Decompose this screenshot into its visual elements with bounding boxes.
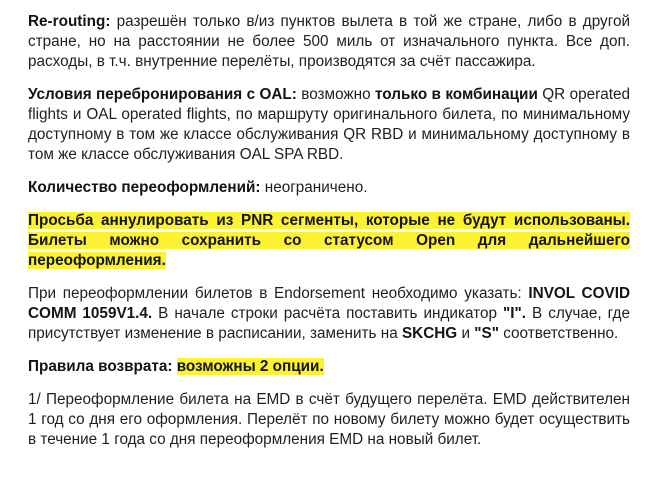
reissue-count-paragraph (28, 178, 630, 198)
rerouting-label: Re-routing: (28, 13, 111, 30)
refund-rules-highlight: возможны 2 опции. (176, 358, 324, 375)
refund-rules-label: Правила возврата: (28, 358, 173, 375)
endorsement-text-c: В случае, где присутствует изменение в расписании, заменить на (28, 305, 630, 342)
endorsement-text-a: При переоформлении билетов в Endorsement необходимо указать: (28, 285, 529, 302)
rerouting-text: разрешён только в/из пунктов вылета в той же стране, либо в другой стране, но на расстоянии не более 500 миль от изначального пункта. Все доп. расходы, в т.ч. внутренние перелёты, производятся за счёт пассажира. (28, 13, 630, 70)
skchg-code: SKCHG (401, 325, 458, 342)
emd-option-text: 1/ Переоформление билета на EMD в счёт будущего перелёта. EMD действителен 1 год со дня его оформления. Перелёт по новому билету можно будет осуществить в течение 1 года со дня переоформления EMD на новый билет. (28, 391, 630, 448)
endorsement-text-d: и (457, 325, 475, 342)
oal-rebooking-paragraph (28, 85, 630, 165)
oal-rebooking-emphasis: только в комбинации (374, 86, 538, 103)
indicator-i: "I". (503, 305, 527, 322)
reissue-count-label: Количество переоформлений: (28, 179, 261, 196)
cancel-segments-highlight: Просьба аннулировать из PNR сегменты, которые не будут использованы. Билеты можно сохранить со статусом Open для дальнейшего переоформления. (28, 212, 630, 269)
document-body (28, 12, 630, 463)
refund-rules-paragraph (28, 357, 630, 377)
cancel-segments-paragraph (28, 211, 630, 271)
rerouting-paragraph (28, 12, 630, 72)
oal-rebooking-text-a: возможно (296, 86, 375, 103)
endorsement-code: INVOL COVID COMM 1059V1.4. (28, 285, 630, 322)
endorsement-paragraph (28, 284, 630, 344)
emd-option-paragraph (28, 390, 630, 450)
indicator-s: "S" (474, 325, 499, 342)
oal-rebooking-text-b: QR operated flights и OAL operated flights, по маршруту оригинального билета, по минимальному доступному в том же классе обслуживания QR RBD и минимальному доступному в том же классе обслуживания OAL SPA RBD. (28, 86, 630, 163)
endorsement-text-b: В начале строки расчёта поставить индикатор (152, 305, 503, 322)
oal-rebooking-label: Условия перебронирования с OAL: (28, 86, 297, 103)
reissue-count-text: неограничено. (260, 179, 368, 196)
endorsement-text-e: соответственно. (498, 325, 619, 342)
